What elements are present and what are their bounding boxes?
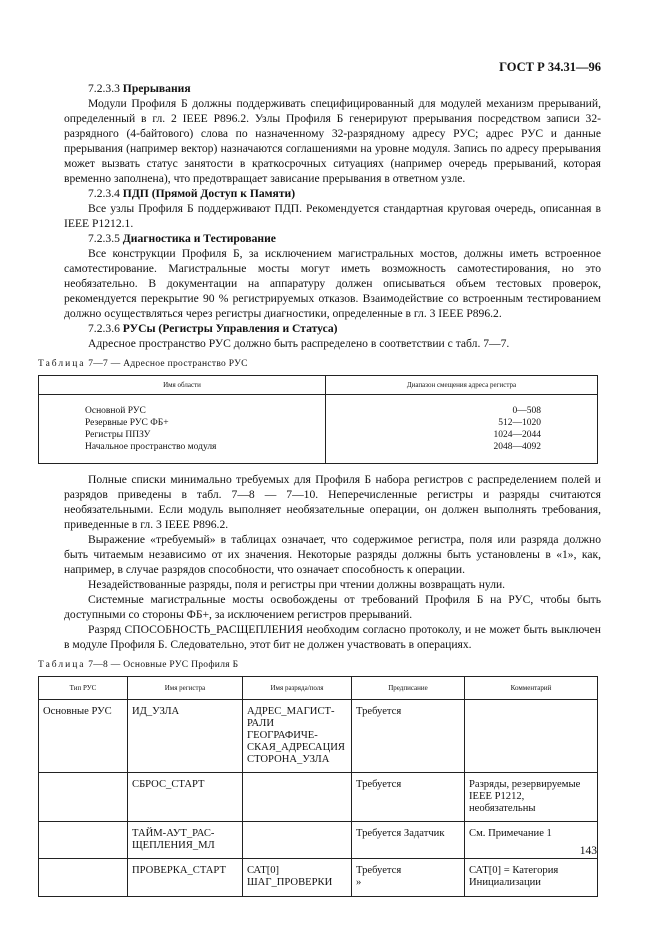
paragraph: Выражение «требуемый» в таблицах означает, что содержимое регистра, поля или разряда должно быть читаемым независимо от их значения. Некоторые разряды должны быть установлены в «1», как, например, в случае разрядов способности, что означает способность к операции. xyxy=(64,533,601,576)
section-title: Диагностика и Тестирование xyxy=(122,232,276,245)
section-title: Прерывания xyxy=(122,82,191,95)
table-row: ТАЙМ-АУТ_РАС-ЩЕПЛЕНИЯ_МЛ Требуется Задатчик См. Примечание 1 xyxy=(39,822,598,859)
paragraph: Незадействованные разряды, поля и регистры при чтении должны возвращать нули. xyxy=(88,578,506,591)
section-number: 7.2.3.4 xyxy=(88,187,120,200)
paragraph: Разряд СПОСОБНОСТЬ_РАСЩЕПЛЕНИЯ необходим согласно протоколу, и не может быть выключен в модуле Профиля Б. Следовательно, этот бит не должен участвовать в операциях. xyxy=(64,623,601,651)
table-caption: Таблица 7—7 — Адресное пространство РУС xyxy=(38,359,248,369)
table-row: ПРОВЕРКА_СТАРТ САТ[0] ШАГ_ПРОВЕРКИ Требуется » САТ[0] = Категория Инициализации xyxy=(39,859,598,897)
table-header: Диапазон смещения адреса регистра xyxy=(326,376,598,395)
table-row: Основные РУС ИД_УЗЛА АДРЕС_МАГИСТ-РАЛИ ГЕОГРАФИЧЕ-СКАЯ_АДРЕСАЦИЯ СТОРОНА_УЗЛА Требуется xyxy=(39,700,598,773)
document-header: ГОСТ Р 34.31—96 xyxy=(499,60,601,74)
page-number: 143 xyxy=(579,845,597,857)
section-title: РУСы (Регистры Управления и Статуса) xyxy=(122,322,338,335)
table-cell: 0—508 512—1020 1024—2044 2048—4092 xyxy=(326,395,598,464)
section-body: Модули Профиля Б должны поддерживать специфицированный для модулей механизм прерываний, определенный в гл. 2 IEEE P896.2. Узлы Профиля Б генерируют прерывания посредством записи 32-разрядного (4-байтового) слова по назначенному 32-разрядному адресу РУС; адрес РУС и данные прерывания (например вектор) назначаются соглашениями на уровне модуля. Запись по адресу прерывания может вызвать статус занятости в краткосрочных ситуациях (например очередь прерываний, которая временно заполнена), что предотвращает зависание прерывания в ответном узле. xyxy=(64,97,601,185)
section-heading xyxy=(64,81,601,96)
page-content xyxy=(38,81,601,897)
section-heading xyxy=(64,321,601,336)
section-body: Все конструкции Профиля Б, за исключением магистральных мостов, должны иметь встроенное самотестирование. Магистральные мосты могут иметь возможность самотестирования, но это необязательно. В документации на аппаратуру должен описываться объем тестовых проверок, рекомендуется перекрытие 90 % регистрируемых отказов. Взаимодействие со встроенным тестированием должно осуществляться через регистры диагностики, определенные в гл. 3 IEEE P896.2. xyxy=(64,247,601,320)
csr-table xyxy=(38,676,598,897)
paragraph: Полные списки минимально требуемых для Профиля Б набора регистров с распределением полей и разрядов приведены в табл. 7—8 — 7—10. Неперечисленные регистры и разряды считаются необязательными. Если модуль выполняет необязательные операции, он должен выполнять требования, приведенные в гл. 3 IEEE P896.2. xyxy=(64,473,601,531)
table-header: Имя регистра xyxy=(128,677,243,700)
table-row: СБРОС_СТАРТ Требуется Разряды, резервируемые IEEE P1212, необязательны xyxy=(39,773,598,822)
section-number: 7.2.3.3 xyxy=(88,82,120,95)
section-title: ПДП (Прямой Доступ к Памяти) xyxy=(122,187,296,200)
section-number: 7.2.3.6 xyxy=(88,322,120,335)
paragraph: Системные магистральные мосты освобождены от требований Профиля Б на РУС, чтобы быть доступными со стороны ФБ+, за исключением регистров прерываний. xyxy=(64,593,601,621)
table-header: Комментарий xyxy=(465,677,598,700)
table-cell: Основной РУС Резервные РУС ФБ+ Регистры ППЗУ Начальное пространство модуля xyxy=(39,395,326,464)
section-heading xyxy=(64,186,601,201)
table-caption: Таблица 7—8 — Основные РУС Профиля Б xyxy=(38,660,239,670)
section-number: 7.2.3.5 xyxy=(88,232,120,245)
table-header: Тип РУС xyxy=(39,677,128,700)
section-body: Адресное пространство РУС должно быть распределено в соответствии с табл. 7—7. xyxy=(88,337,510,350)
table-header: Имя области xyxy=(39,376,326,395)
table-header: Имя разряда/поля xyxy=(243,677,352,700)
section-heading xyxy=(64,231,601,246)
table-header: Предписание xyxy=(352,677,465,700)
section-body: Все узлы Профиля Б поддерживают ПДП. Рекомендуется стандартная круговая очередь, описанная в IEEE P1212.1. xyxy=(64,202,601,230)
address-space-table xyxy=(38,375,598,464)
